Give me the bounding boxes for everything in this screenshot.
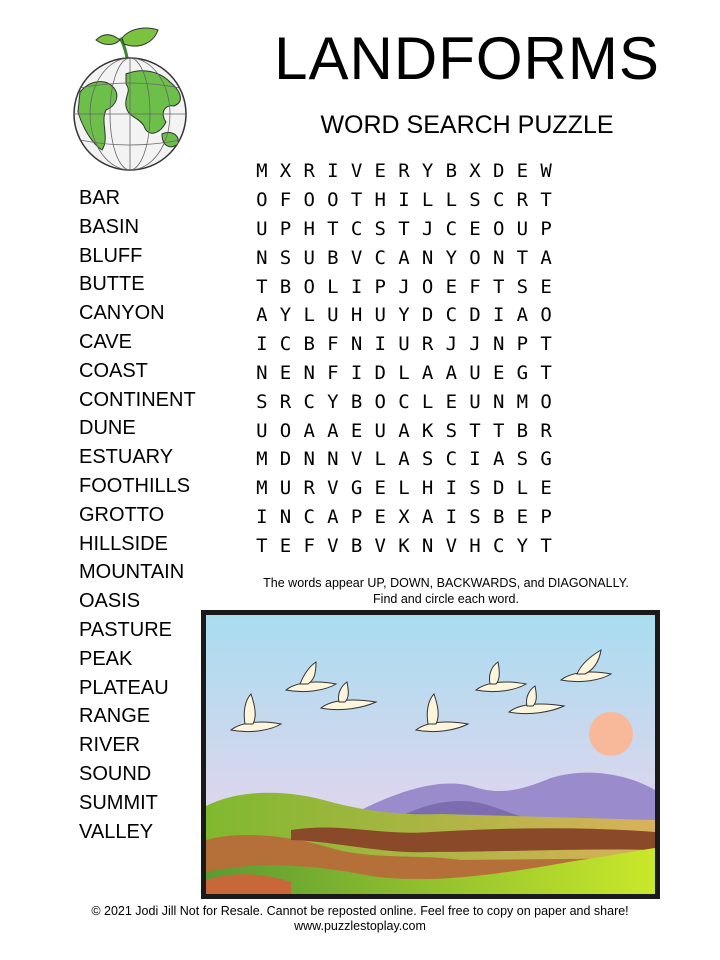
grid-letter[interactable]: E <box>350 419 363 442</box>
grid-row <box>250 474 558 503</box>
grid-letter[interactable]: D <box>492 160 505 183</box>
word-list-item: SUMMIT <box>79 791 158 814</box>
grid-letter[interactable]: U <box>398 333 410 356</box>
grid-letter[interactable]: R <box>421 333 434 356</box>
grid-letter[interactable]: H <box>421 477 434 500</box>
grid-letter[interactable]: S <box>516 275 529 298</box>
grid-letter[interactable]: E <box>492 361 505 384</box>
page-subtitle: WORD SEARCH PUZZLE <box>320 111 614 139</box>
grid-letter[interactable]: A <box>540 246 552 269</box>
grid-letter[interactable]: E <box>374 477 386 500</box>
grid-letter[interactable]: N <box>303 361 315 384</box>
grid-letter[interactable]: N <box>350 333 363 356</box>
grid-letter[interactable]: G <box>516 361 529 384</box>
grid-letter[interactable]: O <box>421 275 434 298</box>
grid-letter[interactable]: Y <box>398 304 410 327</box>
page-title: LANDFORMS <box>274 25 660 92</box>
grid-letter[interactable]: E <box>279 534 292 557</box>
instructions <box>240 575 652 607</box>
grid-letter[interactable]: V <box>350 160 363 183</box>
grid-letter[interactable]: L <box>421 390 434 413</box>
grid-letter[interactable]: Y <box>516 534 529 557</box>
grid-letter[interactable]: O <box>256 189 268 212</box>
grid-letter[interactable]: T <box>469 419 481 442</box>
word-list-item: BAR <box>79 187 121 209</box>
grid-letter[interactable]: T <box>540 534 552 557</box>
grid-letter[interactable]: B <box>445 160 458 183</box>
word-list-item: FOOTHILLS <box>79 474 191 497</box>
grid-letter[interactable]: C <box>350 217 363 240</box>
sun-icon <box>589 712 633 756</box>
grid-letter[interactable]: T <box>516 246 529 269</box>
grid-letter[interactable]: F <box>327 361 339 384</box>
copyright-notice: © 2021 Jodi Jill Not for Resale. Cannot be reposted online. Feel free to copy on paper and share! <box>91 904 629 918</box>
grid-letter[interactable]: C <box>492 189 505 212</box>
grid-letter[interactable]: J <box>445 333 458 356</box>
grid-letter[interactable]: A <box>256 304 268 327</box>
word-list-item: CANYON <box>79 302 165 325</box>
grid-row <box>250 416 558 445</box>
grid-letter[interactable]: M <box>256 448 268 471</box>
word-list-item: RIVER <box>79 734 141 757</box>
grid-letter[interactable]: V <box>327 477 339 500</box>
grid-letter[interactable]: O <box>327 189 339 212</box>
grid-letter[interactable]: Y <box>327 390 339 413</box>
grid-letter[interactable]: J <box>469 333 481 356</box>
word-list-item: CONTINENT <box>79 388 196 411</box>
grid-letter[interactable]: B <box>350 390 363 413</box>
word-list-item: PLATEAU <box>79 676 169 699</box>
grid-letter[interactable]: F <box>279 189 292 212</box>
word-list-item: COAST <box>79 359 148 382</box>
grid-letter[interactable]: W <box>540 160 552 183</box>
grid-letter[interactable]: S <box>279 246 292 269</box>
word-list-item: PASTURE <box>79 618 172 641</box>
grid-letter[interactable]: F <box>327 333 339 356</box>
grid-row <box>250 272 558 301</box>
grid-letter[interactable]: I <box>256 333 268 356</box>
grid-letter[interactable]: E <box>516 160 529 183</box>
grid-letter[interactable]: V <box>445 534 458 557</box>
grid-letter[interactable]: P <box>540 217 552 240</box>
word-list-item: BUTTE <box>79 273 145 296</box>
grid-letter[interactable]: L <box>327 275 339 298</box>
instructions-line-2: Find and circle each word. <box>373 592 519 606</box>
grid-letter[interactable]: B <box>350 534 363 557</box>
grid-letter[interactable]: A <box>398 419 410 442</box>
grid-letter[interactable]: T <box>398 217 410 240</box>
grid-row <box>250 330 558 359</box>
grid-letter[interactable]: P <box>279 217 292 240</box>
grid-letter[interactable]: L <box>421 189 434 212</box>
word-list-item: VALLEY <box>79 820 154 843</box>
grid-letter[interactable]: F <box>303 534 315 557</box>
grid-row <box>250 157 558 186</box>
grid-letter[interactable]: A <box>327 505 339 528</box>
grid-letter[interactable]: A <box>398 448 410 471</box>
word-list-item: SOUND <box>79 762 152 785</box>
grid-row <box>250 215 558 244</box>
grid-letter[interactable]: C <box>374 246 386 269</box>
grid-letter[interactable]: D <box>492 477 505 500</box>
landscape-illustration <box>201 610 660 899</box>
grid-letter[interactable]: S <box>469 189 481 212</box>
grid-letter[interactable]: O <box>374 390 386 413</box>
grid-letter[interactable]: B <box>279 275 292 298</box>
grid-letter[interactable]: X <box>398 505 410 528</box>
grid-letter[interactable]: N <box>256 246 268 269</box>
grid-letter[interactable]: I <box>350 361 363 384</box>
grid-letter[interactable]: R <box>279 390 292 413</box>
grid-letter[interactable]: T <box>256 534 268 557</box>
grid-letter[interactable]: E <box>516 505 529 528</box>
grid-letter[interactable]: G <box>350 477 363 500</box>
grid-letter[interactable]: C <box>303 390 315 413</box>
grid-letter[interactable]: N <box>303 448 315 471</box>
grid-letter[interactable]: N <box>327 448 339 471</box>
grid-letter[interactable]: M <box>516 390 529 413</box>
grid-letter[interactable]: O <box>540 390 552 413</box>
grid-letter[interactable]: B <box>327 246 339 269</box>
grid-letter[interactable]: A <box>327 419 339 442</box>
grid-letter[interactable]: V <box>350 448 363 471</box>
grid-letter[interactable]: H <box>469 534 481 557</box>
word-list-item: BASIN <box>79 215 140 238</box>
grid-letter[interactable]: U <box>469 390 481 413</box>
grid-letter[interactable]: A <box>516 304 529 327</box>
grid-letter[interactable]: I <box>445 505 458 528</box>
word-list-item: HILLSIDE <box>79 532 168 555</box>
word-list-item: OASIS <box>79 590 141 613</box>
grid-letter[interactable]: I <box>445 477 458 500</box>
grid-letter[interactable]: N <box>492 246 505 269</box>
grid-letter[interactable]: B <box>492 505 505 528</box>
word-list-item: CAVE <box>79 330 132 353</box>
grid-letter[interactable]: H <box>303 217 315 240</box>
grid-letter[interactable]: C <box>445 217 458 240</box>
grid-letter[interactable]: I <box>350 275 363 298</box>
grid-letter[interactable]: N <box>421 534 434 557</box>
grid-letter[interactable]: M <box>256 477 268 500</box>
grid-letter[interactable]: R <box>303 477 315 500</box>
grid-letter[interactable]: U <box>256 419 268 442</box>
grid-letter[interactable]: J <box>398 275 410 298</box>
grid-letter[interactable]: I <box>492 304 505 327</box>
grid-letter[interactable]: Y <box>279 304 292 327</box>
grid-letter[interactable]: S <box>256 390 268 413</box>
grid-letter[interactable]: R <box>303 160 315 183</box>
grid-letter[interactable]: C <box>398 390 410 413</box>
grid-letter[interactable]: A <box>421 361 434 384</box>
grid-letter[interactable]: O <box>469 246 481 269</box>
grid-letter[interactable]: A <box>421 505 434 528</box>
grid-letter[interactable]: Y <box>445 246 458 269</box>
word-list-item: RANGE <box>79 705 151 728</box>
grid-letter[interactable]: T <box>540 361 552 384</box>
grid-letter[interactable]: Y <box>421 160 434 183</box>
grid-letter[interactable]: R <box>540 419 552 442</box>
grid-row <box>250 301 558 330</box>
grid-letter[interactable]: E <box>279 361 292 384</box>
grid-letter[interactable]: N <box>279 505 292 528</box>
grid-letter[interactable]: H <box>374 189 386 212</box>
grid-letter[interactable]: D <box>279 448 292 471</box>
grid-letter[interactable]: S <box>469 505 481 528</box>
grid-letter[interactable]: D <box>374 361 386 384</box>
grid-letter[interactable]: I <box>398 189 410 212</box>
word-list-item: MOUNTAIN <box>79 561 185 584</box>
grid-row <box>250 186 558 215</box>
grid-letter[interactable]: R <box>516 189 529 212</box>
grid-letter[interactable]: E <box>374 505 386 528</box>
grid-letter[interactable]: R <box>398 160 410 183</box>
grid-letter[interactable]: L <box>374 448 386 471</box>
grid-letter[interactable]: X <box>469 160 481 183</box>
grid-letter[interactable]: U <box>327 304 339 327</box>
grid-letter[interactable]: S <box>445 419 458 442</box>
grid-letter[interactable]: S <box>374 217 386 240</box>
grid-letter[interactable]: I <box>469 448 481 471</box>
grid-letter[interactable]: T <box>350 189 363 212</box>
grid-letter[interactable]: T <box>492 275 505 298</box>
grid-letter[interactable]: N <box>492 333 505 356</box>
grid-row <box>250 243 558 272</box>
grid-letter[interactable]: C <box>303 505 315 528</box>
grid-letter[interactable]: C <box>445 304 458 327</box>
grid-letter[interactable]: U <box>374 304 386 327</box>
grid-letter[interactable]: I <box>374 333 386 356</box>
word-list-item: PEAK <box>79 647 133 670</box>
grid-letter[interactable]: O <box>279 419 292 442</box>
globe-sprout-icon <box>66 22 194 172</box>
grid-letter[interactable]: P <box>374 275 386 298</box>
grid-row <box>250 359 558 388</box>
grid-letter[interactable]: X <box>279 160 292 183</box>
grid-letter[interactable]: A <box>445 361 458 384</box>
grid-letter[interactable]: O <box>492 217 505 240</box>
word-list-item: BLUFF <box>79 244 143 267</box>
grid-letter[interactable]: D <box>421 304 434 327</box>
grid-letter[interactable]: M <box>256 160 268 183</box>
grid-letter[interactable]: U <box>374 419 386 442</box>
grid-letter[interactable]: T <box>540 333 552 356</box>
grid-letter[interactable]: C <box>445 448 458 471</box>
instructions-line-1: The words appear UP, DOWN, BACKWARDS, and DIAGONALLY. <box>263 576 629 590</box>
grid-letter[interactable]: L <box>445 189 458 212</box>
grid-letter[interactable]: E <box>540 477 552 500</box>
grid-letter[interactable]: N <box>492 390 505 413</box>
grid-letter[interactable]: L <box>398 361 410 384</box>
grid-letter[interactable]: C <box>279 333 292 356</box>
grid-letter[interactable]: E <box>374 160 386 183</box>
grid-letter[interactable]: V <box>350 246 363 269</box>
grid-letter[interactable]: J <box>421 217 434 240</box>
word-list <box>79 184 196 846</box>
word-list-item: ESTUARY <box>79 446 174 469</box>
grid-letter[interactable]: U <box>469 361 481 384</box>
grid-letter[interactable]: V <box>327 534 339 557</box>
grid-letter[interactable]: O <box>303 189 315 212</box>
grid-letter[interactable]: S <box>469 477 481 500</box>
grid-letter[interactable]: U <box>256 217 268 240</box>
grid-letter[interactable]: U <box>516 217 529 240</box>
grid-letter[interactable]: P <box>350 505 363 528</box>
grid-letter[interactable]: H <box>350 304 363 327</box>
word-list-item: GROTTO <box>79 503 165 526</box>
grid-letter[interactable]: N <box>421 246 434 269</box>
grid-letter[interactable]: D <box>469 304 481 327</box>
grid-letter[interactable]: T <box>540 189 552 212</box>
grid-letter[interactable]: E <box>445 275 458 298</box>
grid-letter[interactable]: N <box>256 361 268 384</box>
grid-letter[interactable]: A <box>492 448 505 471</box>
grid-letter[interactable]: O <box>540 304 552 327</box>
grid-letter[interactable]: G <box>540 448 552 471</box>
grid-letter[interactable]: P <box>540 505 552 528</box>
grid-row <box>250 503 558 532</box>
grid-letter[interactable]: U <box>303 246 315 269</box>
grid-letter[interactable]: K <box>398 534 410 557</box>
letter-grid <box>250 157 558 560</box>
grid-letter[interactable]: S <box>516 448 529 471</box>
grid-letter[interactable]: I <box>256 505 268 528</box>
grid-letter[interactable]: F <box>469 275 481 298</box>
grid-letter[interactable]: E <box>445 390 458 413</box>
grid-letter[interactable]: L <box>398 477 410 500</box>
grid-letter[interactable]: T <box>327 217 339 240</box>
grid-letter[interactable]: S <box>421 448 434 471</box>
grid-letter[interactable]: B <box>516 419 529 442</box>
grid-letter[interactable]: O <box>303 275 315 298</box>
grid-row <box>250 531 558 560</box>
grid-letter[interactable]: V <box>374 534 386 557</box>
website-link[interactable]: www.puzzlestoplay.com <box>294 919 426 933</box>
grid-letter[interactable]: K <box>421 419 434 442</box>
grid-letter[interactable]: T <box>492 419 505 442</box>
word-list-item: DUNE <box>79 417 136 440</box>
grid-letter[interactable]: C <box>492 534 505 557</box>
grid-letter[interactable]: L <box>516 477 529 500</box>
grid-letter[interactable]: E <box>540 275 552 298</box>
grid-letter[interactable]: A <box>303 419 315 442</box>
grid-row <box>250 445 558 474</box>
grid-letter[interactable]: I <box>327 160 339 183</box>
grid-letter[interactable]: T <box>256 275 268 298</box>
grid-letter[interactable]: L <box>303 304 315 327</box>
grid-letter[interactable]: E <box>469 217 481 240</box>
grid-letter[interactable]: U <box>279 477 292 500</box>
grid-letter[interactable]: B <box>303 333 315 356</box>
grid-letter[interactable]: P <box>516 333 529 356</box>
grid-row <box>250 387 558 416</box>
grid-letter[interactable]: A <box>398 246 410 269</box>
